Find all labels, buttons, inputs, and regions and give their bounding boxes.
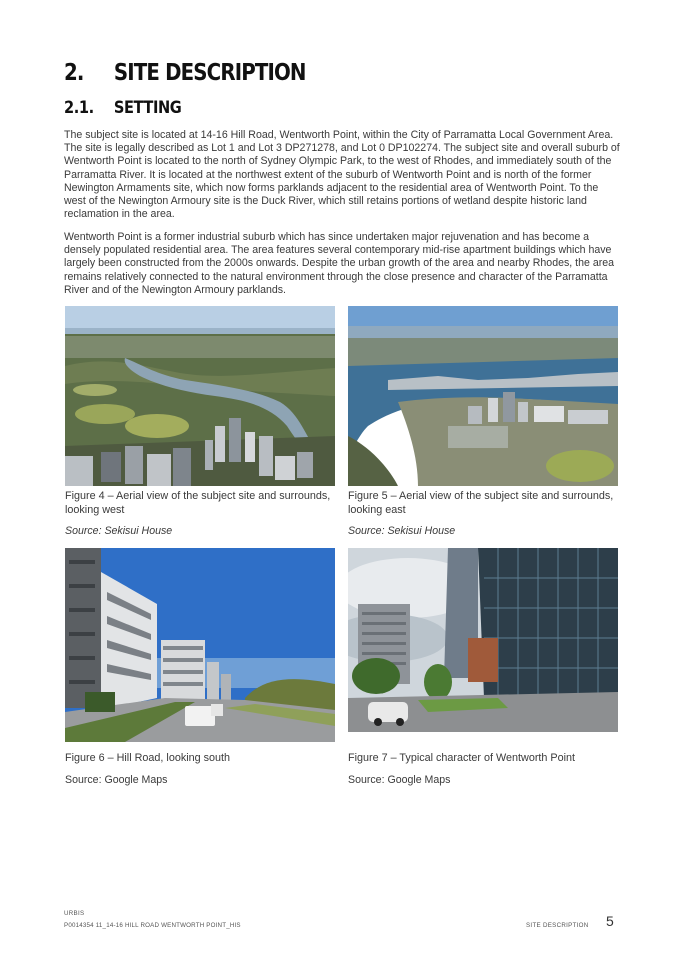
figure-7-caption: Figure 7 – Typical character of Wentworth Point — [348, 752, 576, 764]
figure-5-aerial-east-photo — [348, 306, 618, 486]
figure-5-source: Source: Sekisui House — [348, 525, 456, 537]
section-title: SITE DESCRIPTION — [113, 60, 306, 86]
footer-org: URBIS — [64, 910, 85, 917]
footer-reference: P0014354 11_14-16 HILL ROAD WENTWORTH POINT_HIS — [64, 922, 241, 929]
page-number: 5 — [606, 913, 614, 929]
paragraph-setting-2: Wentworth Point is a former industrial suburb which has since undertaken major rejuvenation and has become a densely populated residential area. The area features several contemporary mid-rise apartment buildings which have largely been constructed from the 2000s onwards. Despite the urban growth of the area and nearby Rhodes, the area remains relatively connected to the natural environment through the close presence and character of the Parramatta River and of the Newington Armoury parklands. — [64, 231, 615, 296]
figure-6-caption: Figure 6 – Hill Road, looking south — [65, 752, 231, 764]
figure-7-source: Source: Google Maps — [348, 774, 451, 786]
figure-4-source: Source: Sekisui House — [65, 525, 173, 537]
figure-4-caption: Figure 4 – Aerial view of the subject site and surrounds, looking west — [65, 490, 331, 516]
subsection-number: 2.1. — [64, 98, 94, 118]
subsection-title: SETTING — [113, 98, 182, 118]
subsection-heading — [64, 98, 181, 118]
paragraph-setting-1: The subject site is located at 14-16 Hill Road, Wentworth Point, within the City of Parramatta Local Government Area. The site is legally described as Lot 1 and Lot 3 DP271278, and Lot 0 DP102274. The subject site and overall suburb of Wentworth Point is located to the north of Sydney Olympic Park, to the west of Rhodes, and immediately south of the Parramatta River. It is located at the northwest extent of the suburb of Wentworth Point and is north of the former Newington Armaments site, which now forms parklands adjacent to the residential area of Wentworth Point. To the west of the Newington Armoury site is the Duck River, which still retains portions of wetland despite historic land reclamation in the area. — [64, 129, 620, 221]
figure-6-source: Source: Google Maps — [65, 774, 168, 786]
figure-6-hill-road-photo — [65, 548, 335, 742]
section-number: 2. — [64, 60, 84, 86]
figure-5-caption: Figure 5 – Aerial view of the subject site and surrounds, looking east — [348, 490, 614, 516]
figure-4-aerial-west-photo — [65, 306, 335, 486]
footer-section: SITE DESCRIPTION — [526, 922, 589, 929]
figure-7-wentworth-point-photo — [348, 548, 618, 732]
section-heading — [64, 60, 306, 86]
